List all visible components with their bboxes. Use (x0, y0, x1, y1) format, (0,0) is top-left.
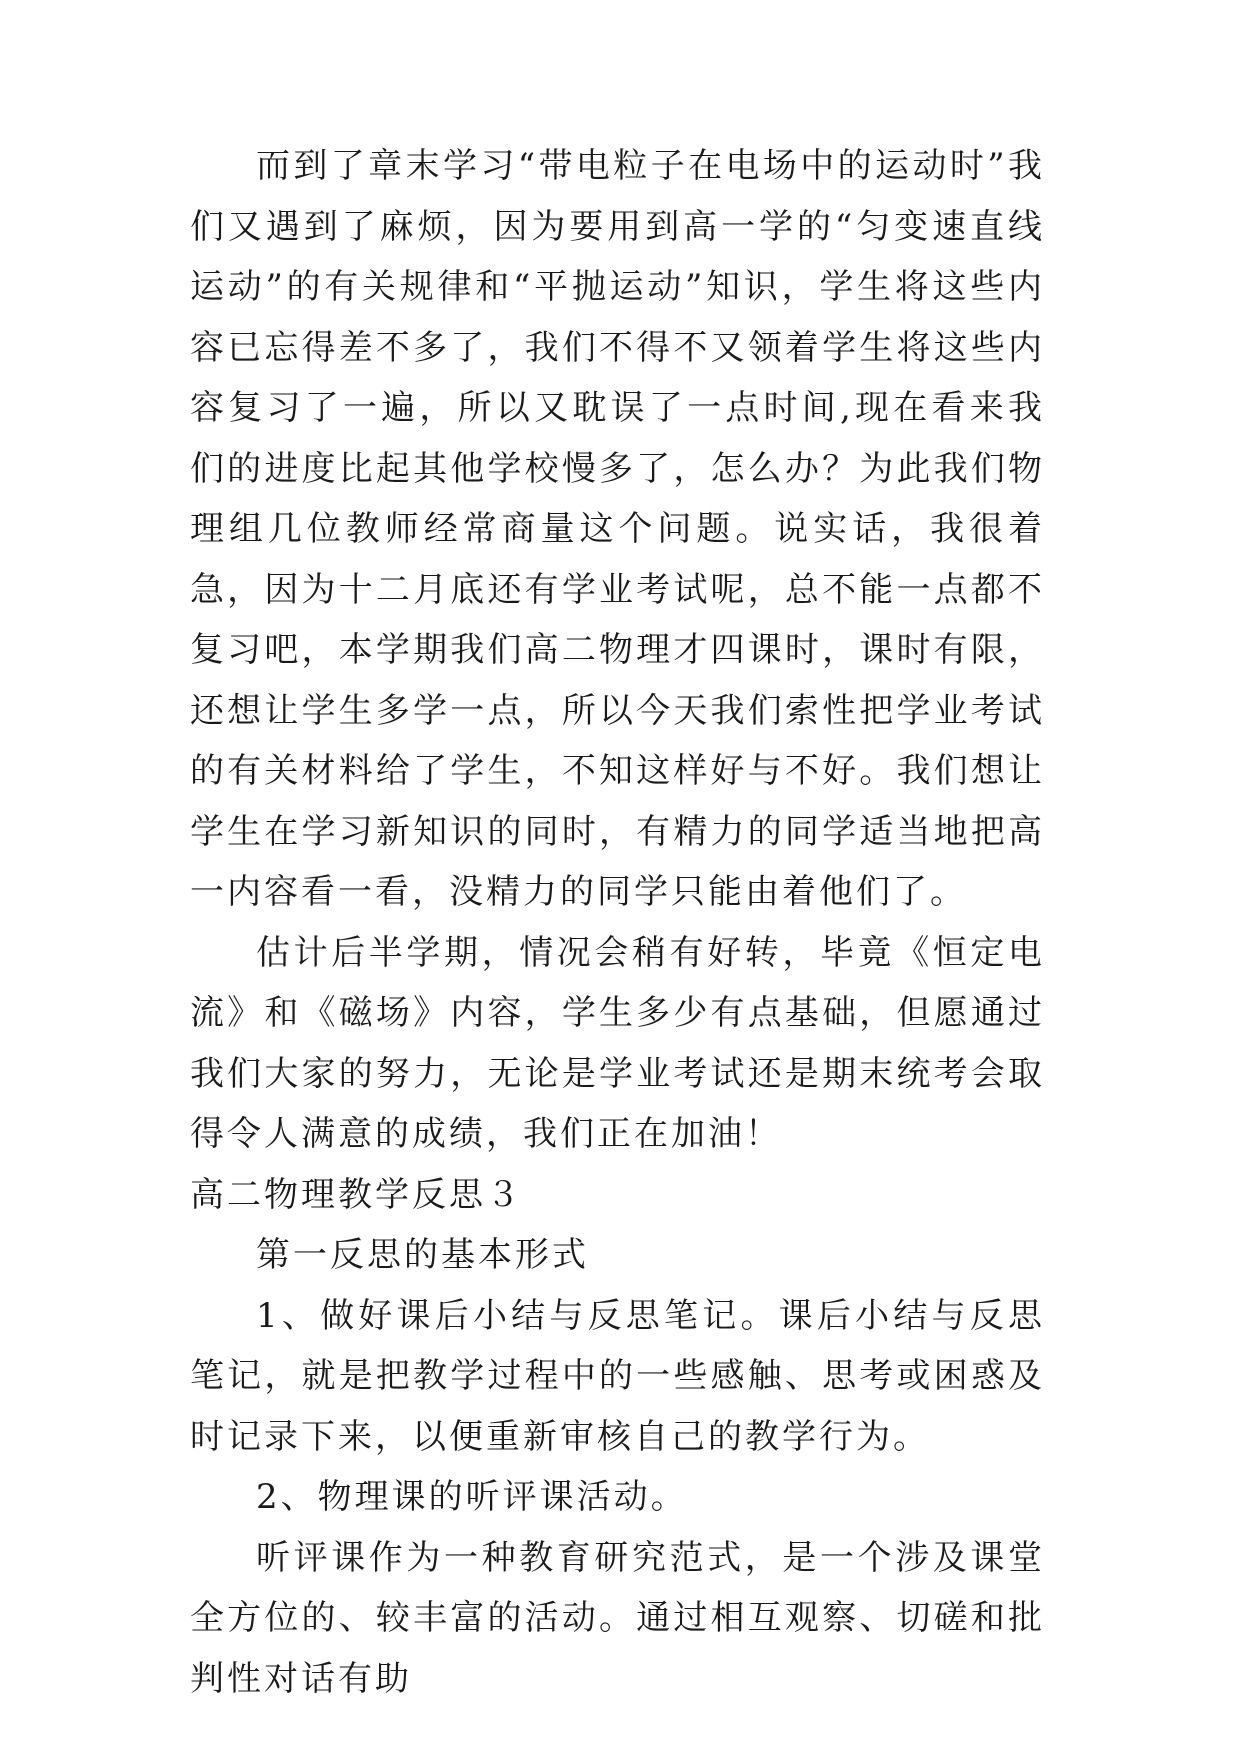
body-paragraph: 1、做好课后小结与反思笔记。课后小结与反思笔记，就是把教学过程中的一些感触、思考或困惑及时记录下来，以便重新审核自己的教学行为。 (190, 1295, 1045, 1457)
body-paragraph: 听评课作为一种教育研究范式，是一个涉及课堂全方位的、较丰富的活动。通过相互观察、切磋和批判性对话有助 (190, 1537, 1045, 1699)
body-paragraph: 而到了章末学习“带电粒子在电场中的运动时”我们又遇到了麻烦，因为要用到高一学的“匀变速直线运动”的有关规律和“平抛运动”知识，学生将这些内容已忘得差不多了，我们不得不又领着学生将这些内容复习了一遍，所以又耽误了一点时间,现在看来我们的进度比起其他学校慢多了，怎么办？为此我们物理组几位教师经常商量这个问题。说实话，我很着急，因为十二月底还有学业考试呢，总不能一点都不复习吧，本学期我们高二物理才四课时，课时有限，还想让学生多学一点，所以今天我们索性把学业考试的有关材料给了学生，不知这样好与不好。我们想让学生在学习新知识的同时，有精力的同学适当地把高一内容看一看，没精力的同学只能由着他们了。 (190, 146, 1045, 912)
section-title: 高二物理教学反思３ (190, 1174, 523, 1215)
section-subheading: 第一反思的基本形式 (256, 1235, 589, 1275)
body-paragraph: 2、物理课的听评课活动。 (256, 1477, 688, 1517)
document-page (190, 136, 1045, 1709)
body-paragraph: 估计后半学期，情况会稍有好转，毕竟《恒定电流》和《磁场》内容，学生多少有点基础，但愿通过我们大家的努力，无论是学业考试还是期末统考会取得令人满意的成绩，我们正在加油！ (190, 932, 1045, 1154)
